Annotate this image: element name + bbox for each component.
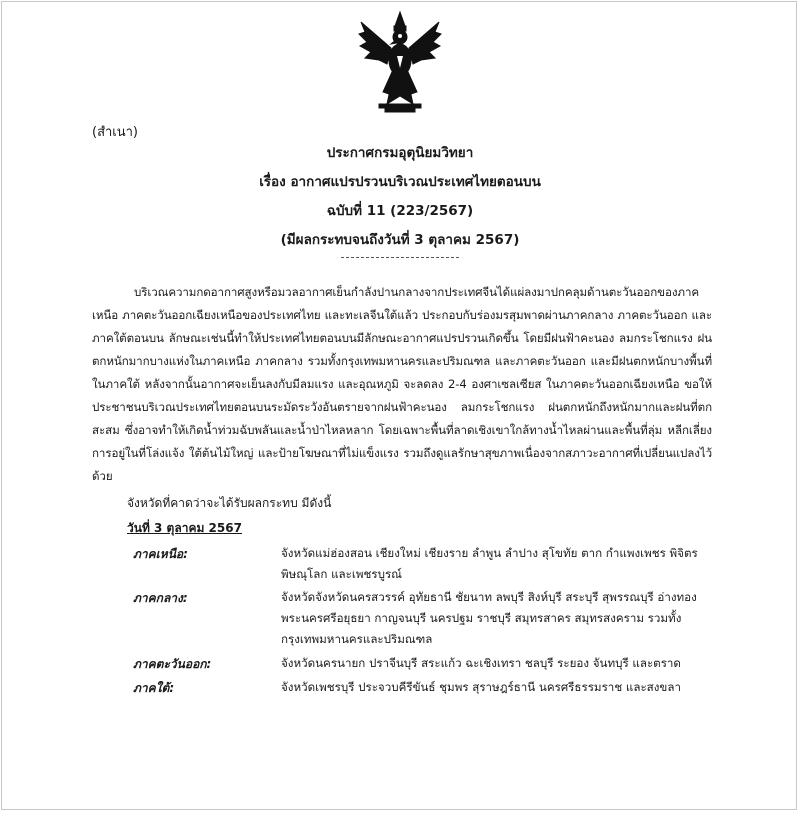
- effective-date: (มีผลกระทบจนถึงวันที่ 3 ตุลาคม 2567): [280, 232, 520, 248]
- dashed-divider: [341, 257, 459, 258]
- region-provinces-central: จังหวัดจังหวัดนครสวรรค์ อุทัยธานี ชัยนาท ลพบุรี สิงห์บุรี สระบุรี สุพรรณบุรี อ่างทอง พระนครศรีอยุธยา กาญจนบุรี นครปฐม ราชบุรี สมุทรสาคร สมุทรสงคราม รวมทั้งกรุงเทพมหานครและปริมณฑล: [281, 590, 697, 646]
- region-label-north: ภาคเหนือ:: [133, 547, 188, 561]
- region-label-south: ภาคใต้:: [133, 681, 175, 695]
- affected-intro: จังหวัดที่คาดว่าจะได้รับผลกระทบ มีดังนี้: [127, 496, 332, 510]
- body-paragraph: บริเวณความกดอากาศสูงหรือมวลอากาศเย็นกำลังปานกลางจากประเทศจีนได้แผ่ลงมาปกคลุมด้านตะวันออกของภาคเหนือ ภาคตะวันออกเฉียงเหนือของประเทศไทย และทะเลจีนใต้แล้ว ประกอบกับร่องมรสุมพาดผ่านภาคกลาง ภาคตะวันออก และภาคใต้ตอนบน ลักษณะเช่นนี้ทำให้ประเทศไทยตอนบนมีลักษณะอากาศแปรปรวนเกิดขึ้น โดยมีฝนฟ้าคะนอง ลมกระโชกแรง ฝนตกหนักมากบางแห่งในภาคเหนือ ภาคกลาง รวมทั้งกรุงเทพมหานครและปริมณฑล และภาคตะวันออก และมีฝนตกหนักบางพื้นที่ในภาคใต้ หลังจากนั้นอากาศจะเย็นลงกับมีลมแรง และอุณหภูมิ จะลดลง 2-4 องศาเซลเซียส ในภาคตะวันออกเฉียงเหนือ ขอให้ประชาชนบริเวณประเทศไทยตอนบนระมัดระวังอันตรายจากฝนฟ้าคะนอง ลมกระโชกแรง ฝนตกหนักถึงหนักมากและฝนที่ตกสะสม ซึ่งอาจทำให้เกิดน้ำท่วมฉับพลันและน้ำป่าไหลหลาก โดยเฉพาะพื้นที่ลาดเชิงเขาใกล้ทางน้ำไหลผ่านและพื้นที่ลุ่ม หลีกเลี่ยงการอยู่ในที่โล่งแจ้ง ใต้ต้นไม้ใหญ่ และป้ายโฆษณาที่ไม่แข็งแรง รวมถึงดูแลรักษาสุขภาพเนื่องจากสภาวะอากาศที่เปลี่ยนแปลงไว้ด้วย: [92, 285, 712, 483]
- region-provinces-north: จังหวัดแม่ฮ่องสอน เชียงใหม่ เชียงราย ลำพูน ลำปาง สุโขทัย ตาก กำแพงเพชร พิจิตร พิษณุโลก และเพชรบูรณ์: [281, 546, 698, 581]
- region-provinces-south: จังหวัดเพชรบุรี ประจวบคีรีขันธ์ ชุมพร สุราษฎร์ธานี นครศรีธรรมราช และสงขลา: [281, 680, 681, 694]
- subject-line: เรื่อง อากาศแปรปรวนบริเวณประเทศไทยตอนบน: [259, 174, 541, 190]
- page-title: ประกาศกรมอุตุนิยมวิทยา: [326, 145, 474, 161]
- issue-number: ฉบับที่ 11 (223/2567): [326, 203, 474, 219]
- garuda-emblem-icon: [357, 8, 443, 118]
- region-provinces-east: จังหวัดนครนายก ปราจีนบุรี สระแก้ว ฉะเชิงเทรา ชลบุรี ระยอง จันทบุรี และตราด: [281, 656, 681, 670]
- copy-label: (สำเนา): [92, 125, 139, 140]
- region-label-east: ภาคตะวันออก:: [133, 657, 212, 671]
- region-label-central: ภาคกลาง:: [133, 591, 188, 605]
- date-heading: วันที่ 3 ตุลาคม 2567: [127, 521, 242, 535]
